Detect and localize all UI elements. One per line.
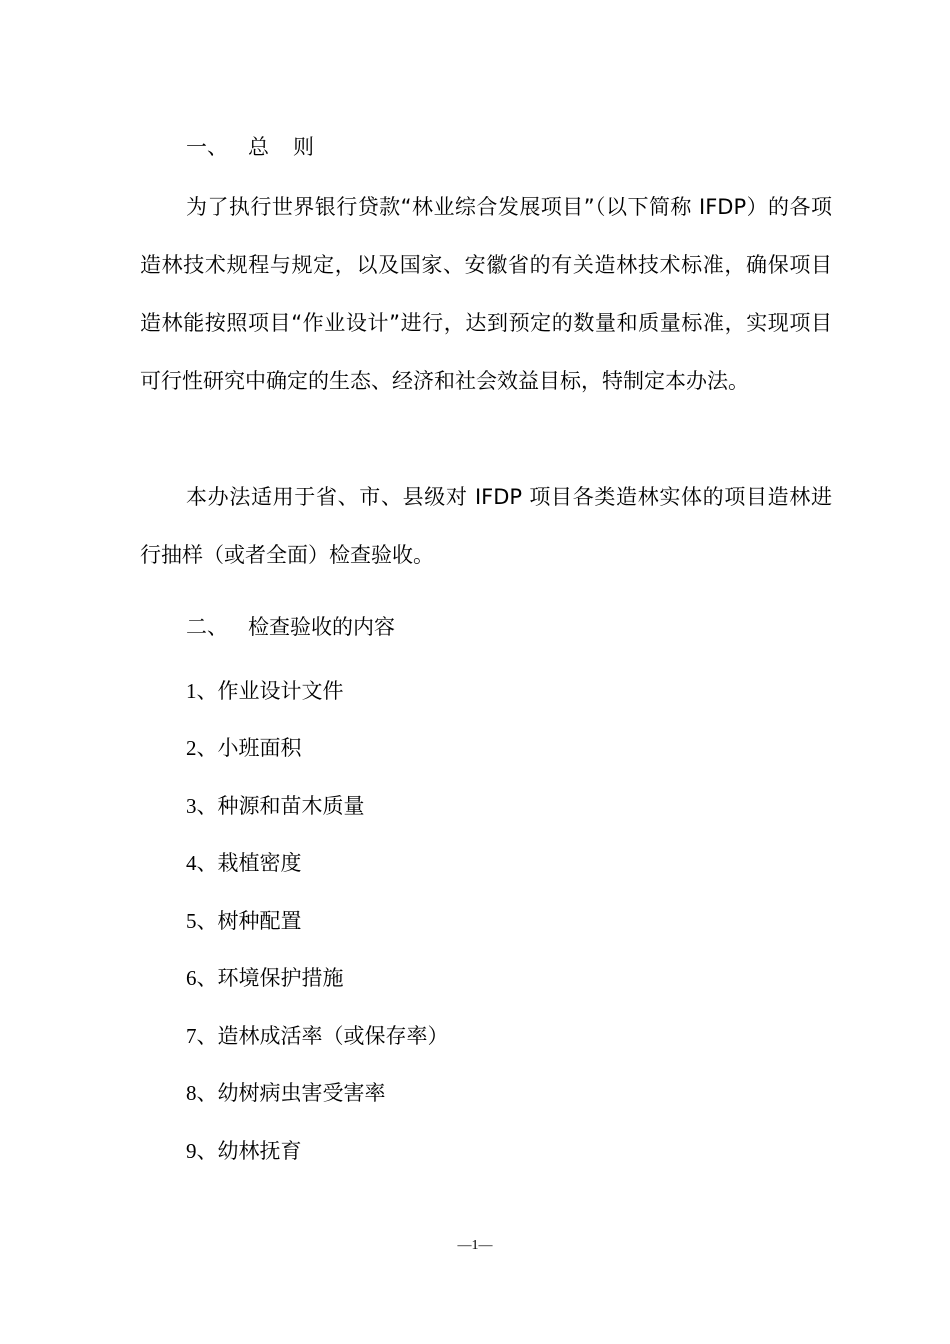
section-title: 总则 xyxy=(248,135,338,159)
page-number: —1— xyxy=(457,1238,493,1253)
list-item xyxy=(186,1078,386,1108)
list-item xyxy=(186,1021,449,1051)
paragraph-scope: 本办法适用于省、市、县级对 IFDP 项目各类造林实体的项目造林进行抽样（或者全面）检查验收。 xyxy=(140,485,832,567)
list-item-index: 5、 xyxy=(186,909,218,933)
list-item-index: 9、 xyxy=(186,1139,218,1163)
list-item xyxy=(186,676,344,706)
list-item-index: 8、 xyxy=(186,1081,218,1105)
list-item-label: 栽植密度 xyxy=(217,851,302,875)
list-item-label: 小班面积 xyxy=(217,736,302,760)
list-item-index: 1、 xyxy=(186,679,218,703)
section-title: 检查验收的内容 xyxy=(248,615,395,639)
list-item-index: 4、 xyxy=(186,851,218,875)
list-item-index: 2、 xyxy=(186,736,218,760)
list-item-label: 造林成活率（或保存率） xyxy=(217,1024,449,1048)
list-item-label: 种源和苗木质量 xyxy=(217,794,365,818)
list-item xyxy=(186,963,344,993)
list-item xyxy=(186,906,302,936)
list-item-label: 幼林抚育 xyxy=(217,1139,302,1163)
list-item-label: 树种配置 xyxy=(217,909,302,933)
list-item-index: 3、 xyxy=(186,794,218,818)
section-heading-2 xyxy=(186,612,395,642)
list-item-index: 7、 xyxy=(186,1024,218,1048)
section-heading-1 xyxy=(186,132,338,162)
list-item-label: 幼树病虫害受害率 xyxy=(217,1081,386,1105)
list-item xyxy=(186,1136,302,1166)
paragraph-purpose: 为了执行世界银行贷款“林业综合发展项目”（以下简称 IFDP）的各项造林技术规程与规定，以及国家、安徽省的有关造林技术标准，确保项目造林能按照项目“作业设计”进行，达到预定的数量和质量标准，实现项目可行性研究中确定的生态、经济和社会效益目标，特制定本办法。 xyxy=(140,195,832,393)
section-number: 一、 xyxy=(186,135,228,159)
list-item xyxy=(186,733,302,763)
list-item-index: 6、 xyxy=(186,966,218,990)
list-item-label: 作业设计文件 xyxy=(217,679,344,703)
list-item-label: 环境保护措施 xyxy=(217,966,344,990)
list-item xyxy=(186,848,302,878)
section-number: 二、 xyxy=(186,615,228,639)
list-item xyxy=(186,791,365,821)
